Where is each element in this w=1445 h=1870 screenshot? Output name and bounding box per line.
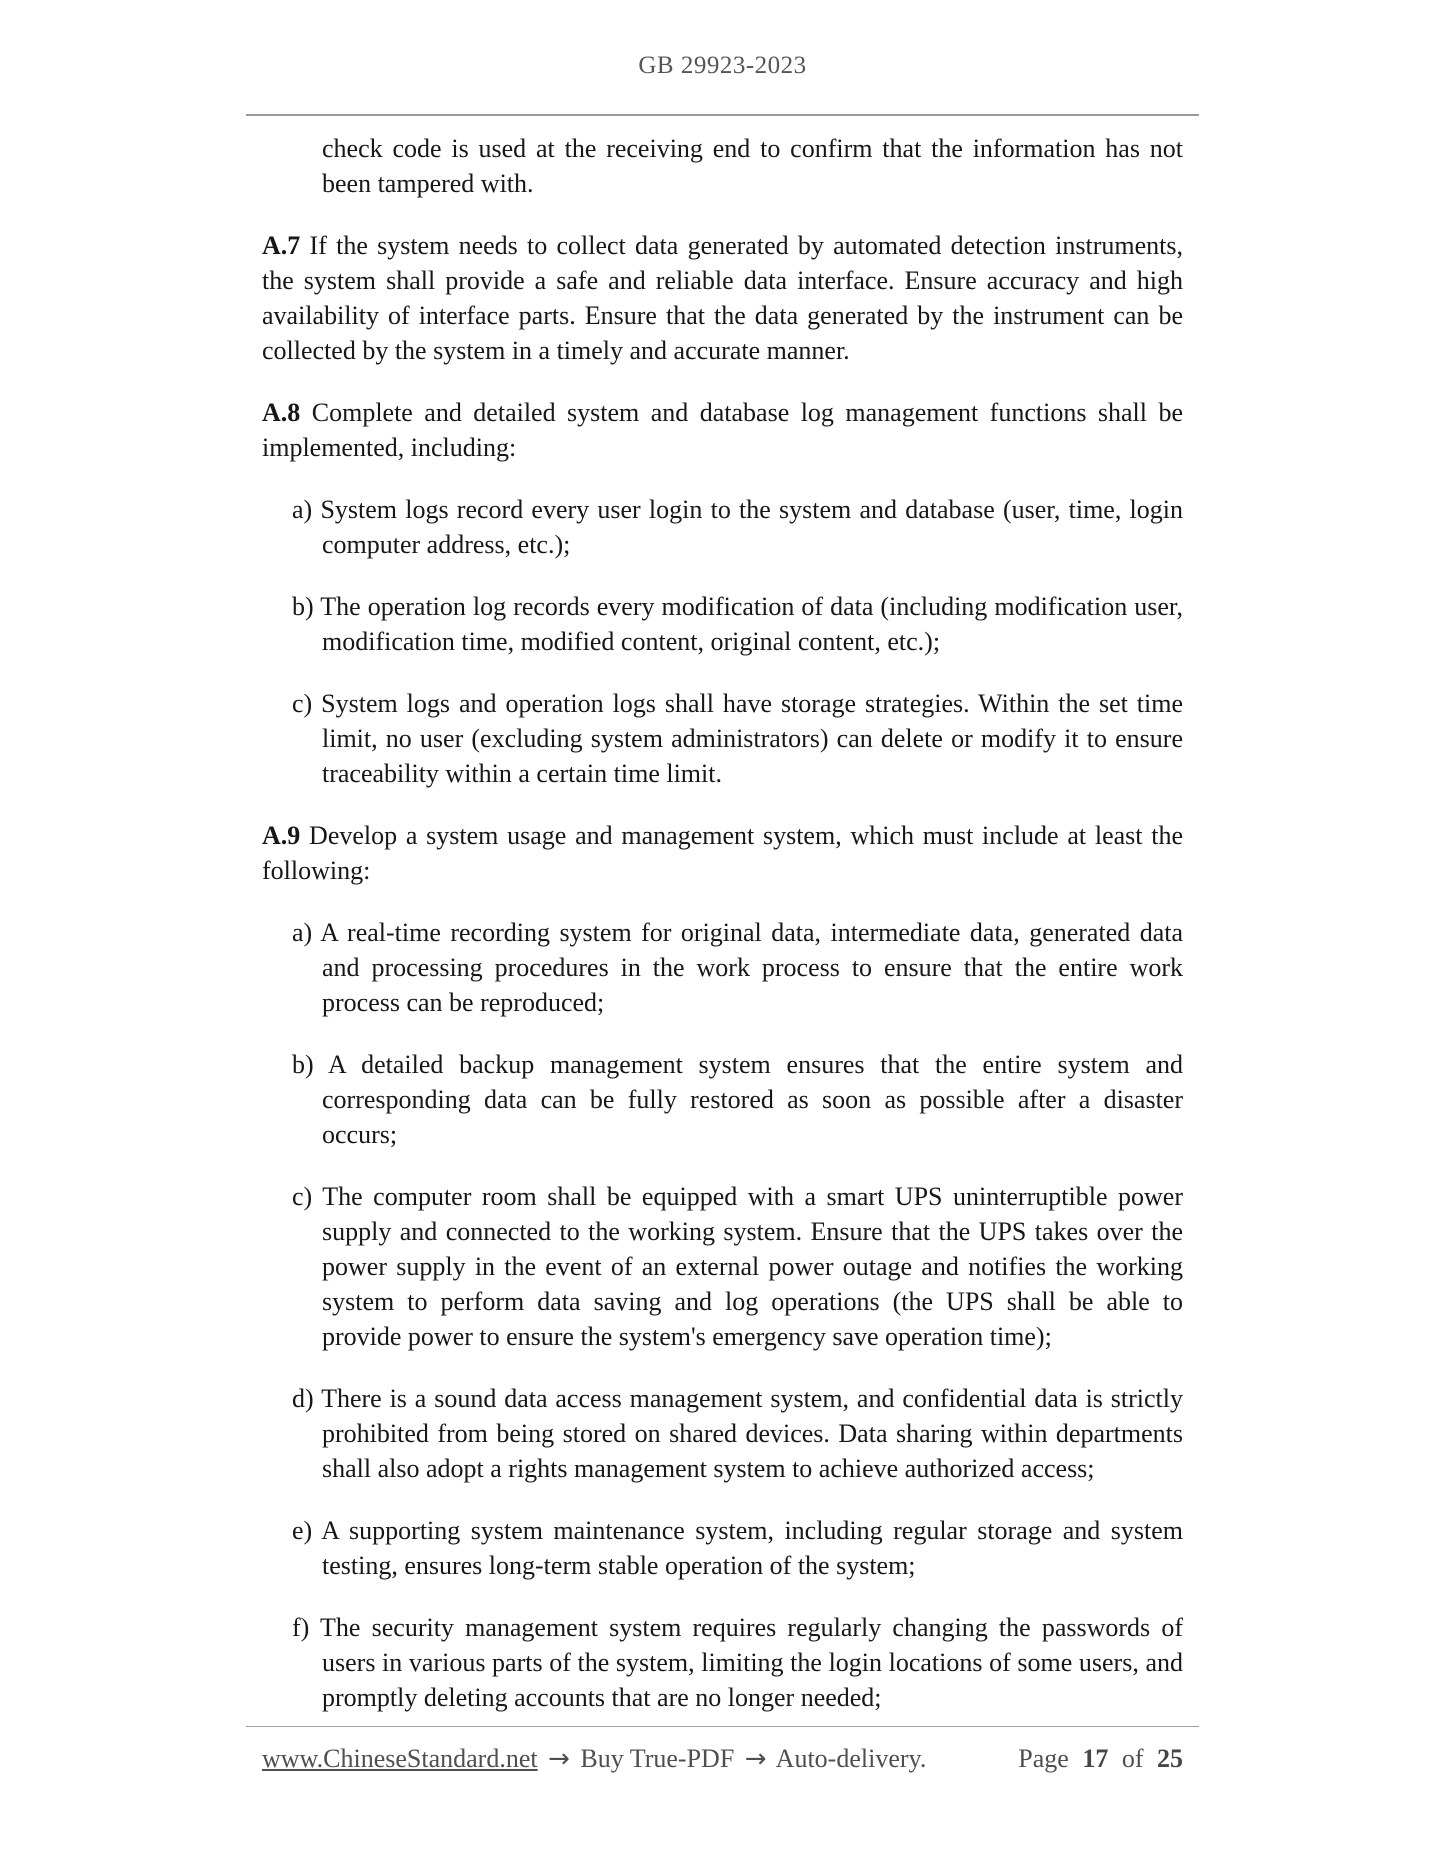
footer-promo-line <box>262 1744 926 1774</box>
item-marker: e) <box>292 1516 313 1545</box>
current-page-number: 17 <box>1082 1744 1109 1773</box>
item-marker: c) <box>292 1182 313 1211</box>
section <box>262 228 1183 368</box>
list-item <box>262 589 1183 659</box>
item-marker: f) <box>292 1613 310 1642</box>
section-items <box>262 492 1183 791</box>
right-arrow-icon: → <box>548 1744 570 1774</box>
header-divider <box>246 114 1199 116</box>
list-item <box>262 1047 1183 1152</box>
page-word: Page <box>1018 1744 1069 1773</box>
section-text: If the system needs to collect data generated by automated detection instruments, the system shall provide a safe and reliable data interface. Ensure accuracy and high availability of interface parts. Ensure that the data generated by the instrument can be collected by the system in a timely and accurate manner. <box>262 231 1183 365</box>
footer-divider <box>246 1726 1199 1727</box>
page-body <box>262 131 1183 1742</box>
list-item <box>262 1610 1183 1715</box>
section-paragraph <box>262 395 1183 465</box>
section-text: Complete and detailed system and database log management functions shall be implemented, including: <box>262 398 1184 462</box>
page-footer <box>262 1744 1183 1774</box>
section-paragraph <box>262 818 1183 888</box>
section-text: Develop a system usage and management system, which must include at least the following: <box>262 821 1184 885</box>
section-id: A.7 <box>262 231 301 260</box>
item-text: System logs record every user login to the system and database (user, time, login computer address, etc.); <box>320 495 1184 559</box>
item-marker: b) <box>292 1050 314 1079</box>
section-id: A.8 <box>262 398 301 427</box>
list-item <box>262 492 1183 562</box>
item-text: System logs and operation logs shall have storage strategies. Within the set time limit, no user (excluding system administrators) can delete or modify it to ensure traceability within a certain time limit. <box>321 689 1184 788</box>
section-paragraph <box>262 228 1183 368</box>
list-item <box>262 686 1183 791</box>
doc-number-header: GB 29923-2023 <box>638 52 807 79</box>
item-marker: a) <box>292 495 313 524</box>
item-text: A supporting system maintenance system, including regular storage and system testing, ensures long-term stable operation of the system; <box>321 1516 1183 1580</box>
page-indicator <box>1018 1744 1183 1774</box>
list-item <box>262 915 1183 1020</box>
list-item <box>262 1179 1183 1354</box>
item-text: The operation log records every modification of data (including modification user, modification time, modified content, original content, etc.); <box>320 592 1184 656</box>
total-pages-number: 25 <box>1157 1744 1183 1773</box>
section-id: A.9 <box>262 821 301 850</box>
website-link[interactable]: www.ChineseStandard.net <box>262 1744 538 1773</box>
buy-true-pdf-label: Buy True-PDF <box>580 1744 735 1773</box>
item-text: The computer room shall be equipped with a smart UPS uninterruptible power supply and connected to the working system. Ensure that the UPS takes over the power supply in the event of an external power outage and notifies the working system to perform data saving and log operations (the UPS shall be able to provide power to ensure the system's emergency save operation time); <box>322 1182 1184 1351</box>
sections <box>262 228 1183 1715</box>
section <box>262 395 1183 791</box>
item-marker: c) <box>292 689 313 718</box>
list-item <box>262 1381 1183 1486</box>
item-marker: a) <box>292 918 313 947</box>
auto-delivery-label: Auto-delivery. <box>775 1744 927 1773</box>
item-text: A detailed backup management system ensures that the entire system and corresponding data can be fully restored as soon as possible after a disaster occurs; <box>322 1050 1183 1149</box>
of-word: of <box>1121 1744 1144 1773</box>
right-arrow-icon: → <box>744 1744 767 1774</box>
item-marker: d) <box>292 1384 314 1413</box>
section-items <box>262 915 1183 1715</box>
section <box>262 818 1183 1715</box>
item-text: There is a sound data access management system, and confidential data is strictly prohibited from being stored on shared devices. Data sharing within departments shall also adopt a rights management system to achieve authorized access; <box>321 1384 1183 1483</box>
item-text: A real-time recording system for original data, intermediate data, generated data and processing procedures in the work process to ensure that the entire work process can be reproduced; <box>320 918 1184 1017</box>
item-text: The security management system requires regularly changing the passwords of users in various parts of the system, limiting the login locations of some users, and promptly deleting accounts that are no longer needed; <box>320 1613 1183 1712</box>
list-item <box>262 1513 1183 1583</box>
continuation-paragraph: check code is used at the receiving end to confirm that the information has not been tampered with. <box>322 134 1183 198</box>
item-marker: b) <box>292 592 314 621</box>
